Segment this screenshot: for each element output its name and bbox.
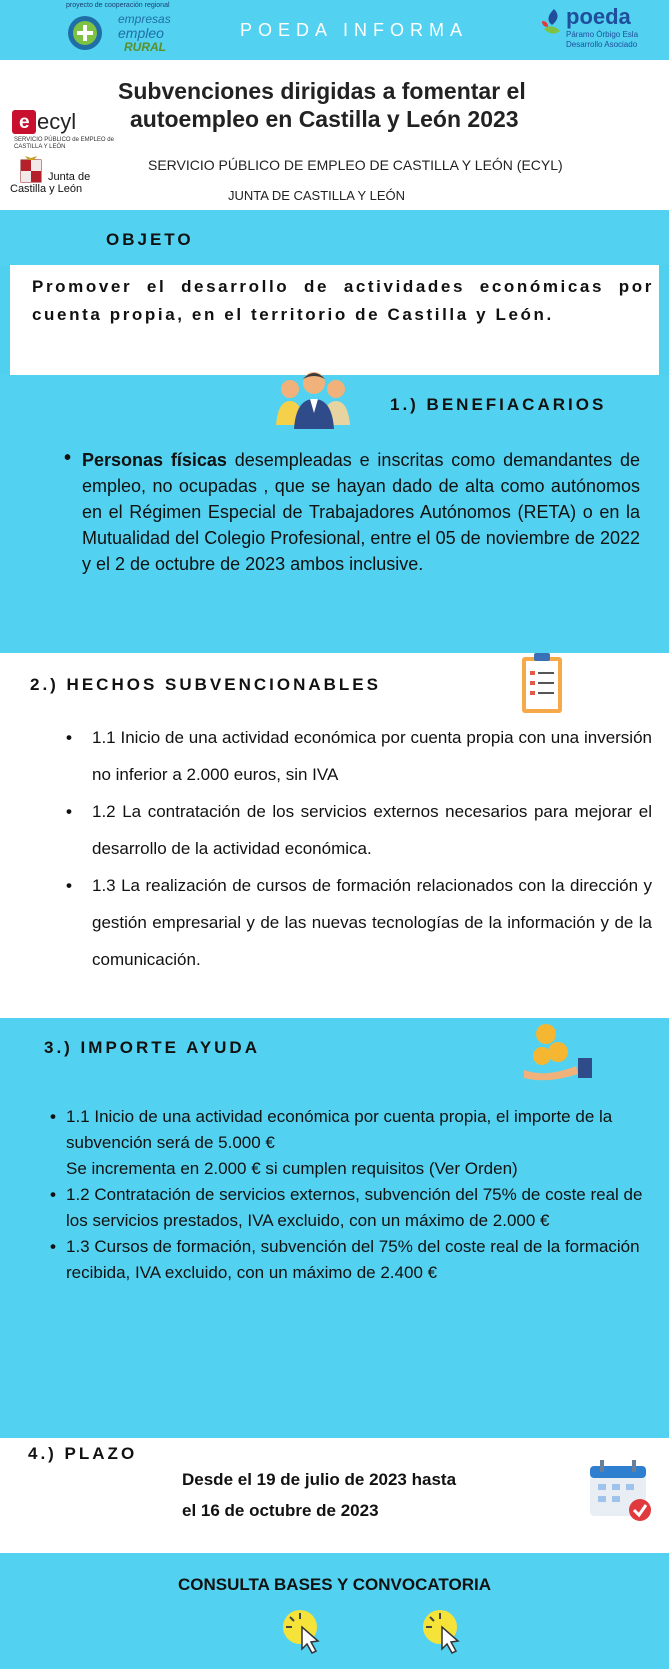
click-icon[interactable]	[420, 1605, 470, 1655]
consulta-title[interactable]: CONSULTA BASES Y CONVOCATORIA	[178, 1575, 491, 1594]
beneficiarios-rest: desempleadas e inscritas como demandantes de empleo, no ocupadas , que se hayan dado de alta como autónomos en el Régimen Especial de Trabajadores Autónomos (RETA) o en la Mutualidad del Colegio Profesional, entre el 05 de noviembre de 2022 y el 2 de octubre de 2023 ambos inclusive.	[82, 450, 640, 574]
importe-list	[50, 1104, 651, 1286]
ecyl-logo-text: ecyl	[37, 109, 77, 134]
importe-item: • 1.3 Cursos de formación, subvención del 75% del coste real de la formación recibida, IVA excluido, con un máximo de 2.400 €	[50, 1237, 640, 1282]
objeto-text: Promover el desarrollo de actividades económicas por cuenta propia, en el territorio de Castilla y León.	[32, 277, 654, 324]
junta-shield-icon	[20, 156, 42, 184]
intro-section	[0, 60, 669, 210]
hechos-item: • 1.1 Inicio de una actividad económica por cuenta propia con una inversión no inferior a 2.000 euros, sin IVA	[66, 728, 652, 784]
beneficiarios-section	[0, 375, 669, 653]
beneficiarios-text	[82, 447, 640, 577]
calendar-icon	[588, 1456, 654, 1524]
objeto-header	[0, 210, 669, 265]
header-title: POEDA INFORMA	[240, 20, 469, 40]
beneficiarios-title: 1.) BENEFIACARIOS	[390, 395, 607, 414]
empresas-logo-line1: empresas	[118, 12, 171, 26]
consulta-section	[0, 1553, 669, 1669]
poeda-logo-sub2: Desarrollo Asociado	[566, 40, 638, 49]
empresas-logo-line2: empleo	[118, 25, 164, 41]
intro-heading-line2: autoempleo en Castilla y León 2023	[130, 106, 519, 132]
junta-logo-line1: Junta de	[48, 171, 91, 183]
plazo-section	[0, 1438, 669, 1553]
intro-org-line2: JUNTA DE CASTILLA Y LEÓN	[228, 188, 406, 203]
checklist-icon	[520, 649, 564, 715]
hechos-list	[66, 719, 652, 978]
poeda-logo-sub1: Páramo Órbigo Esla	[566, 30, 639, 39]
beneficiarios-bold: Personas físicas	[82, 450, 227, 470]
poeda-logo-icon	[540, 7, 566, 41]
poeda-logo-name: poeda	[566, 4, 631, 29]
objeto-box	[10, 265, 659, 375]
empresas-logo-line3: RURAL	[124, 40, 166, 54]
beneficiarios-bullet: •	[64, 447, 72, 469]
coins-hand-icon	[516, 1022, 606, 1082]
hechos-title: 2.) HECHOS SUBVENCIONABLES	[30, 675, 381, 694]
hechos-section	[0, 653, 669, 1018]
hechos-item: • 1.2 La contratación de los servicios externos necesarios para mejorar el desarrollo de la actividad económica.	[66, 802, 652, 858]
plazo-line1: Desde el 19 de julio de 2023 hasta	[182, 1470, 457, 1489]
plazo-title: 4.) PLAZO	[28, 1444, 138, 1463]
ecyl-logo-mark: e	[12, 110, 36, 134]
click-icon[interactable]	[280, 1605, 330, 1655]
header-bar	[0, 0, 669, 60]
project-line: proyecto de cooperación regional	[66, 2, 170, 9]
importe-item: • 1.2 Contratación de servicios externos, subvención del 75% de coste real de los servicios prestados, IVA excluido, con un máximo de 2.000 €	[50, 1185, 643, 1230]
importe-title: 3.) IMPORTE AYUDA	[44, 1038, 260, 1057]
empresas-logo-circle	[68, 16, 102, 50]
ecyl-logo-sub: SERVICIO PÚBLICO de EMPLEO de CASTILLA Y LEÓN	[14, 137, 114, 150]
hechos-item: • 1.3 La realización de cursos de formación relacionados con la dirección y gestión empresarial y de las nuevas tecnologías de la información y de la comunicación.	[66, 876, 652, 969]
importe-item: • 1.1 Inicio de una actividad económica por cuenta propia, el importe de la subvención será de 5.000 € Se incrementa en 2.000 € si cumplen requisitos (Ver Orden)	[50, 1107, 613, 1178]
intro-heading-line1: Subvenciones dirigidas a fomentar el	[118, 78, 526, 104]
plazo-line2: el 16 de octubre de 2023	[182, 1501, 379, 1520]
people-icon	[274, 369, 354, 431]
objeto-title: OBJETO	[106, 230, 194, 249]
importe-section	[0, 1018, 669, 1438]
junta-logo-line2: Castilla y León	[10, 183, 83, 195]
intro-org-line1: SERVICIO PÚBLICO DE EMPLEO DE CASTILLA Y LEÓN (ECYL)	[148, 157, 563, 173]
